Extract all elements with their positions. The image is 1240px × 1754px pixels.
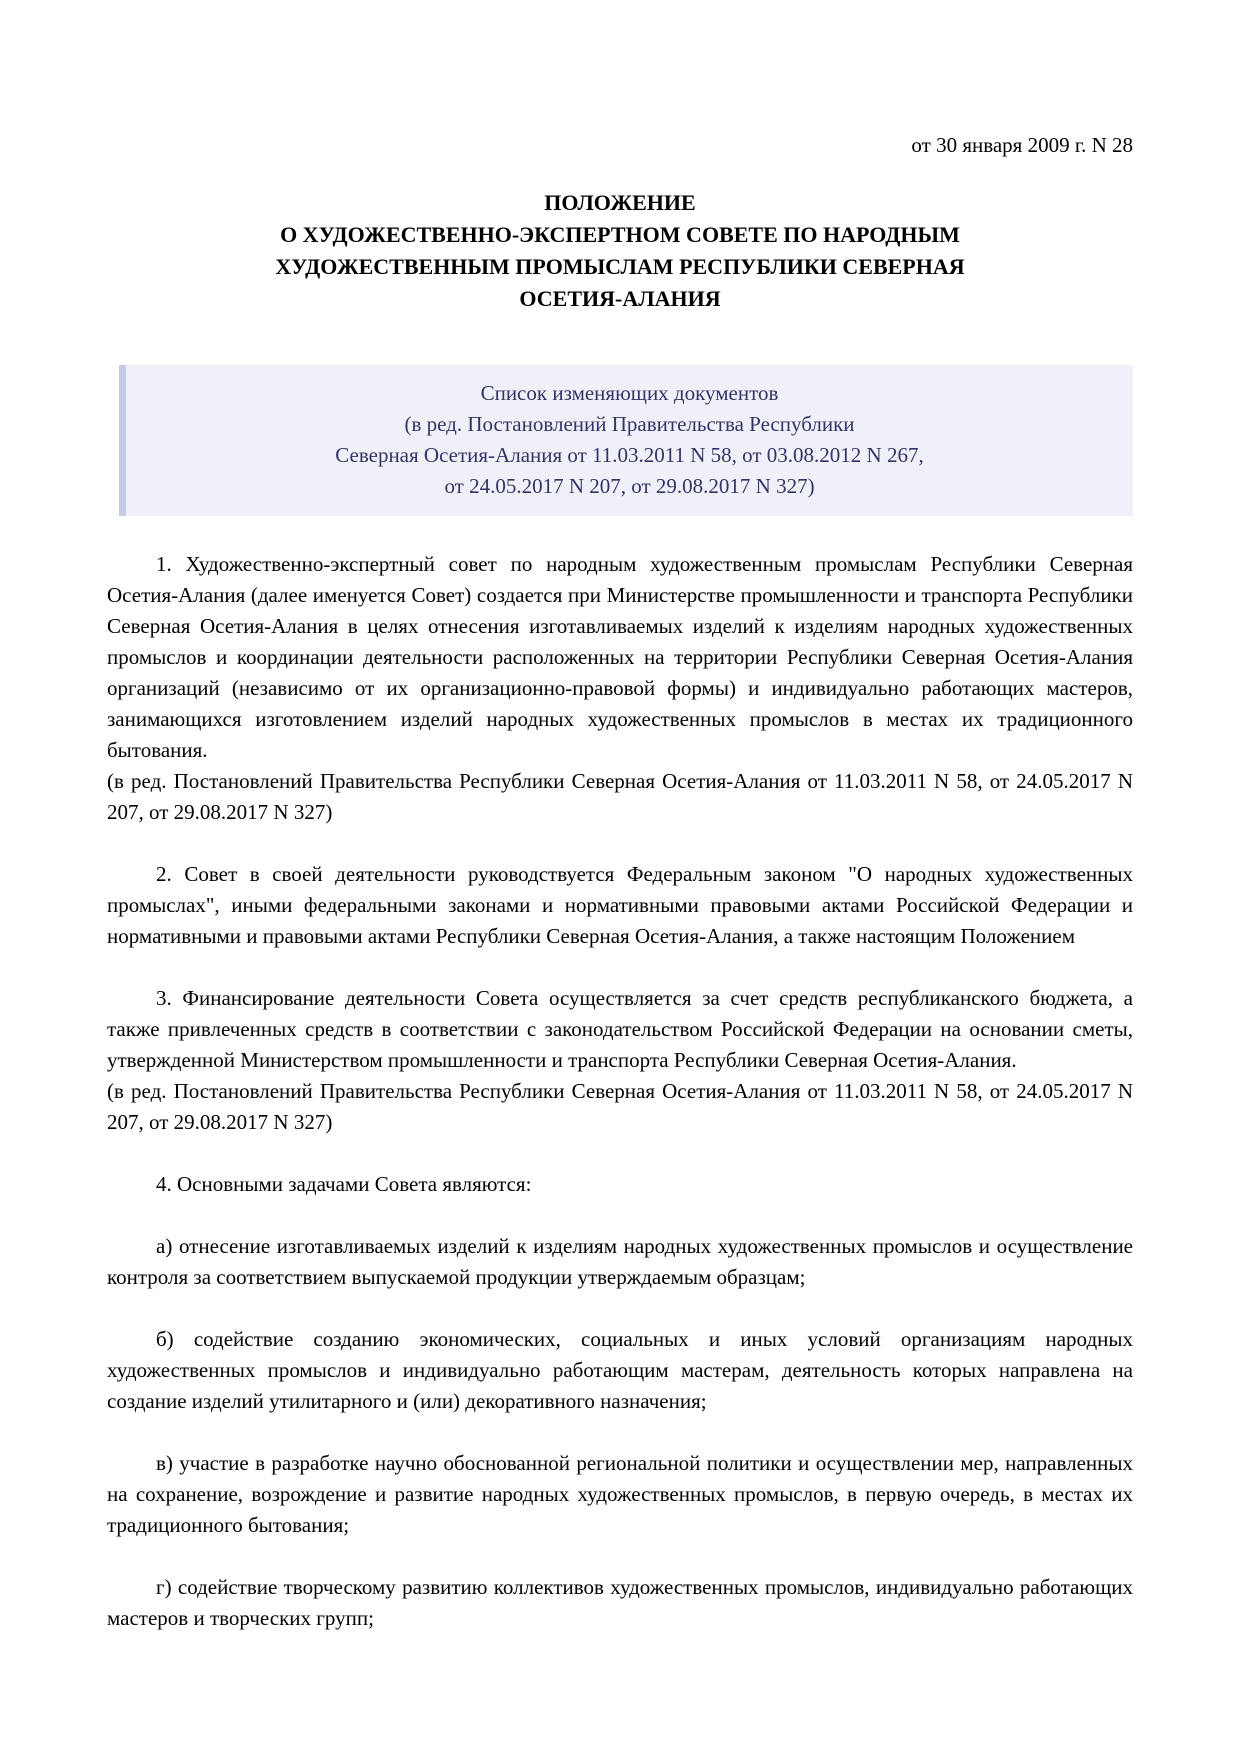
paragraph-2: 2. Совет в своей деятельности руководствуется Федеральным законом "О народных художественных промыслах", иными федеральными законами и нормативными правовыми актами Российской Федерации и нормативными и правовыми актами Республики Северная Осетия-Алания, а также настоящим Положением (107, 862, 1133, 948)
list-item-a: а) отнесение изготавливаемых изделий к изделиям народных художественных промыслов и осуществление контроля за соответствием выпускаемой продукции утверждаемым образцам; (107, 1234, 1133, 1289)
paragraph-3: 3. Финансирование деятельности Совета осуществляется за счет средств республиканского бюджета, а также привлеченных средств в соответствии с законодательством Российской Федерации на основании сметы, утвержденной Министерством промышленности и транспорта Республики Северная Осетия-Алания. (107, 986, 1133, 1072)
list-item-c: в) участие в разработке научно обоснованной региональной политики и осуществлении мер, направленных на сохранение, возрождение и развитие народных художественных промыслов, в первую очередь, в местах их традиционного бытования; (107, 1451, 1133, 1537)
title-line-4: ОСЕТИЯ-АЛАНИЯ (519, 286, 721, 311)
amendment-note-2: (в ред. Постановлений Правительства Республики Северная Осетия-Алания от 11.03.2011 N 58, от 24.05.2017 N 207, от 29.08.2017 N 327) (107, 1079, 1133, 1134)
document-title (107, 187, 1133, 315)
list-item-d: г) содействие творческому развитию коллективов художественных промыслов, индивидуально работающих мастеров и творческих групп; (107, 1575, 1133, 1630)
title-line-2: О ХУДОЖЕСТВЕННО-ЭКСПЕРТНОМ СОВЕТЕ ПО НАРОДНЫМ (280, 222, 960, 247)
amendments-line-2: (в ред. Постановлений Правительства Республики (404, 412, 855, 436)
amendments-line-3: Северная Осетия-Алания от 11.03.2011 N 58, от 03.08.2012 N 267, (335, 443, 924, 467)
paragraph-1: 1. Художественно-экспертный совет по народным художественным промыслам Республики Северная Осетия-Алания (далее именуется Совет) создается при Министерстве промышленности и транспорта Республики Северная Осетия-Алания в целях отнесения изготавливаемых изделий к изделиям народных художественных промыслов и координации деятельности расположенных на территории Республики Северная Осетия-Алания организаций (независимо от их организационно-правовой формы) и индивидуально работающих мастеров, занимающихся изготовлением изделий народных художественных промыслов в местах их традиционного бытования. (107, 552, 1133, 762)
amendments-line-4: от 24.05.2017 N 207, от 29.08.2017 N 327) (444, 474, 815, 498)
document-date-line: от 30 января 2009 г. N 28 (911, 133, 1133, 157)
amendments-box (119, 365, 1133, 516)
title-line-3: ХУДОЖЕСТВЕННЫМ ПРОМЫСЛАМ РЕСПУБЛИКИ СЕВЕРНАЯ (275, 254, 965, 279)
title-line-1: ПОЛОЖЕНИЕ (544, 190, 696, 215)
list-item-b: б) содействие созданию экономических, социальных и иных условий организациям народных художественных промыслов и индивидуально работающим мастерам, деятельность которых направлена на создание изделий утилитарного и (или) декоративного назначения; (107, 1327, 1133, 1413)
document-body (107, 549, 1133, 1634)
paragraph-4: 4. Основными задачами Совета являются: (156, 1172, 532, 1196)
amendments-line-1: Список изменяющих документов (480, 381, 779, 405)
amendment-note-1: (в ред. Постановлений Правительства Республики Северная Осетия-Алания от 11.03.2011 N 58, от 24.05.2017 N 207, от 29.08.2017 N 327) (107, 769, 1133, 824)
